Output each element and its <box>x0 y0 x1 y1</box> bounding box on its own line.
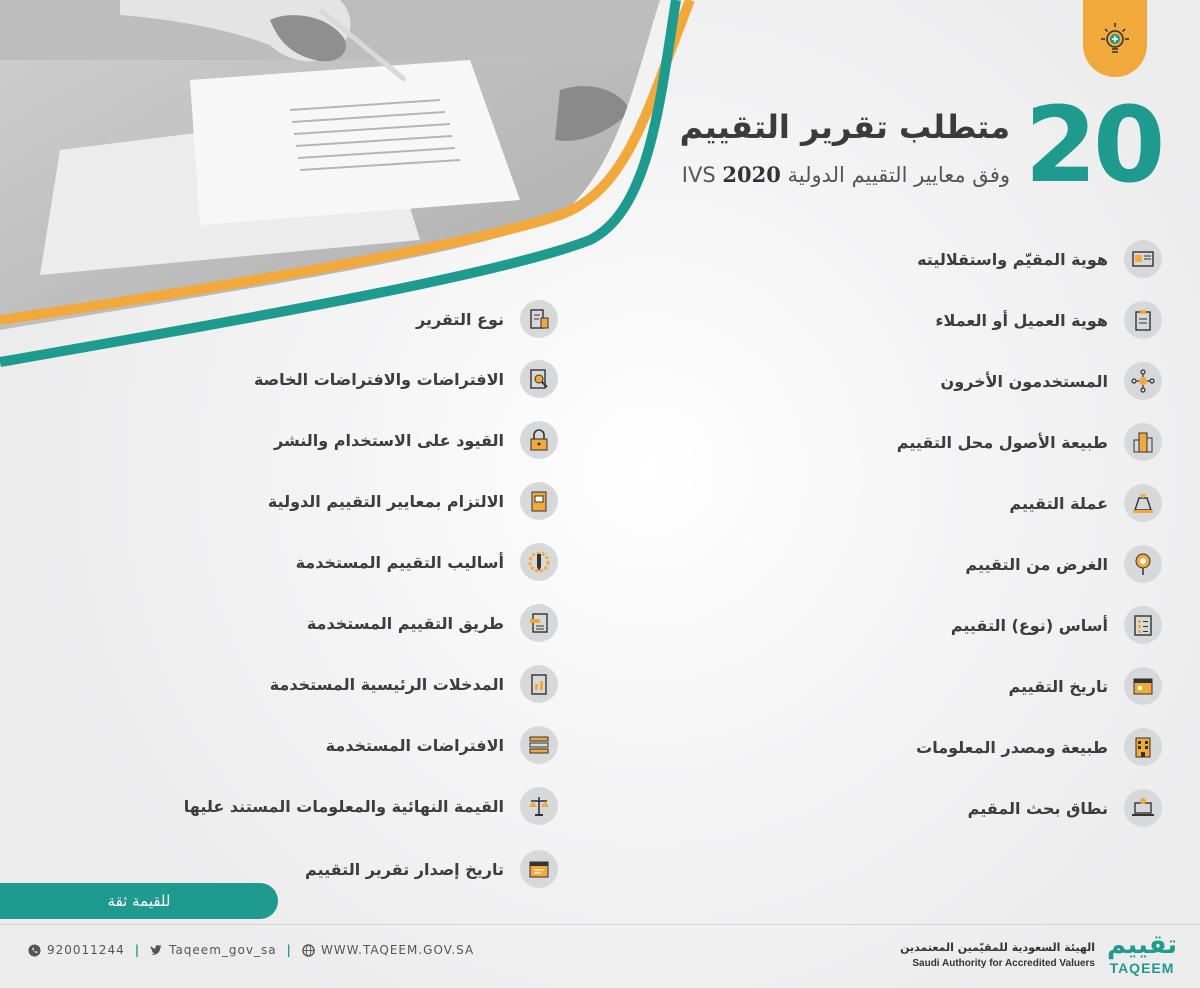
report-type-icon <box>520 300 558 338</box>
website-contact[interactable] <box>302 943 474 957</box>
footer-divider <box>0 924 1200 925</box>
subtitle-text: وفق معايير التقييم الدولية <box>787 163 1010 187</box>
org-name-english: Saudi Authority for Accredited Valuers <box>912 958 1095 969</box>
list-item-label: الافتراضات المستخدمة <box>325 735 504 755</box>
list-item-label: الالتزام بمعايير التقييم الدولية <box>267 491 504 511</box>
input-chart-icon <box>520 665 558 703</box>
twitter-handle[interactable]: Taqeem_gov_sa <box>169 943 277 957</box>
page-subtitle <box>590 162 1010 187</box>
slogan-banner: للقيمة ثقة <box>0 883 278 919</box>
list-item-label: المدخلات الرئيسية المستخدمة <box>269 674 504 694</box>
buildings-icon <box>1124 423 1162 461</box>
lightbulb-badge <box>1083 0 1147 77</box>
list-item-label: الافتراضات والافتراضات الخاصة <box>253 369 504 389</box>
scales-icon <box>520 787 558 825</box>
list-item-label: نوع التقرير <box>416 309 504 329</box>
org-name-arabic: الهيئة السعودية للمقيّمين المعتمدين <box>900 941 1095 954</box>
organization-name <box>895 941 1095 969</box>
list-item <box>326 725 558 765</box>
calendar-icon <box>1124 667 1162 705</box>
phone-icon <box>28 944 41 957</box>
list-item <box>935 300 1162 340</box>
checklist-icon <box>1124 606 1162 644</box>
taqeem-logo <box>1102 930 1182 980</box>
network-icon <box>1124 362 1162 400</box>
standards-book-icon <box>520 482 558 520</box>
phone-contact <box>28 943 125 957</box>
phone-number: 920011244 <box>47 943 125 957</box>
list-item-label: طبيعة الأصول محل التقييم <box>896 432 1108 452</box>
list-item <box>1009 666 1162 706</box>
twitter-icon <box>150 944 163 957</box>
list-item-label: أساليب التقييم المستخدمة <box>295 552 504 572</box>
pen-gear-icon <box>520 543 558 581</box>
clipboard-icon <box>1124 301 1162 339</box>
list-item <box>184 786 558 826</box>
subtitle-year: 2020 <box>722 162 781 187</box>
separator: | <box>134 943 141 957</box>
list-item <box>897 422 1162 462</box>
list-item-label: الغرض من التقييم <box>965 554 1108 574</box>
list-item <box>268 481 558 521</box>
laptop-search-icon <box>1124 789 1162 827</box>
list-item-label: هوية العميل أو العملاء <box>935 310 1108 330</box>
list-item <box>1009 483 1162 523</box>
list-item <box>296 542 558 582</box>
id-card-icon <box>1124 240 1162 278</box>
list-item <box>274 420 558 460</box>
list-item <box>416 299 558 339</box>
document-search-icon <box>520 360 558 398</box>
logo-arabic: تقييم <box>1106 930 1178 960</box>
list-item-label: تاريخ إصدار تقرير التقييم <box>305 859 504 879</box>
subtitle-standard: IVS <box>681 163 716 187</box>
logo-english: TAQEEM <box>1109 960 1175 976</box>
twitter-contact[interactable] <box>150 943 276 957</box>
list-item-label: هوية المقيّم واستقلاليته <box>917 249 1108 269</box>
building-info-icon <box>1124 728 1162 766</box>
list-item-label: أساس (نوع) التقييم <box>950 615 1108 635</box>
list-item <box>254 359 558 399</box>
calendar-report-icon <box>520 850 558 888</box>
list-item <box>305 849 558 889</box>
globe-icon <box>302 944 315 957</box>
list-item-label: القيمة النهائية والمعلومات المستند عليها <box>183 796 504 816</box>
website-url[interactable]: WWW.TAQEEM.GOV.SA <box>320 943 475 957</box>
list-item <box>968 788 1162 828</box>
lock-icon <box>520 421 558 459</box>
list-item <box>951 605 1162 645</box>
list-item-label: المستخدمون الأخرون <box>940 371 1108 391</box>
settings-list-icon <box>520 726 558 764</box>
list-item-label: تاريخ التقييم <box>1008 676 1108 696</box>
list-item <box>307 603 558 643</box>
requirements-count: 20 <box>1024 84 1162 206</box>
list-item-label: نطاق بحث المقيم <box>967 798 1108 818</box>
list-item <box>270 664 558 704</box>
documents-icon <box>520 604 558 642</box>
list-item-label: عملة التقييم <box>1009 493 1108 513</box>
page-title: متطلب تقرير التقييم <box>679 108 1010 146</box>
lightbulb-icon <box>1095 19 1135 59</box>
list-item <box>916 727 1162 767</box>
list-item-label: طريق التقييم المستخدمة <box>306 613 504 633</box>
separator: | <box>286 943 292 957</box>
list-item-label: القيود على الاستخدام والنشر <box>274 430 504 450</box>
list-item-label: طبيعة ومصدر المعلومات <box>916 737 1108 757</box>
contact-bar <box>28 940 474 960</box>
list-item <box>941 361 1162 401</box>
list-item <box>965 544 1162 584</box>
list-item <box>917 239 1162 279</box>
money-bag-icon <box>1124 484 1162 522</box>
header-photo <box>0 0 700 380</box>
target-pin-icon <box>1124 545 1162 583</box>
